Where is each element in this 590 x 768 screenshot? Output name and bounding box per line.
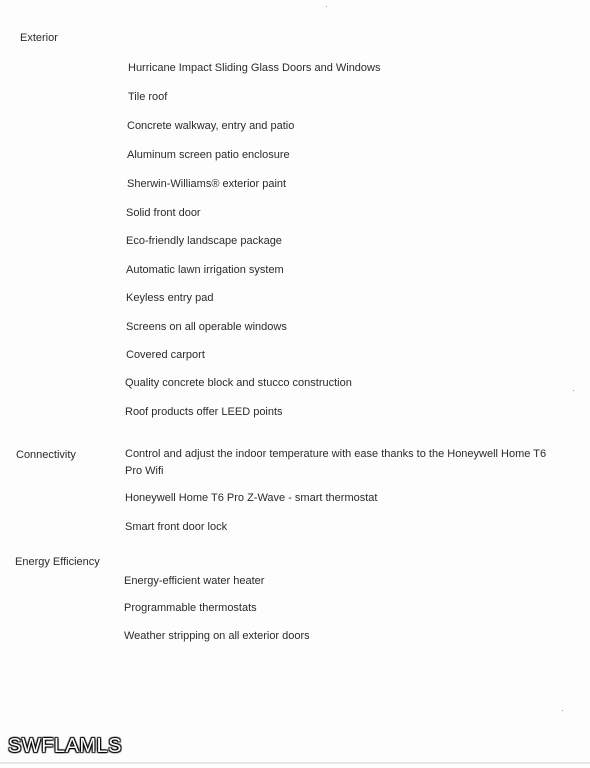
section-label-energy-efficiency: Energy Efficiency xyxy=(15,556,100,568)
scan-bottom-edge xyxy=(0,762,590,764)
exterior-item-5: Sherwin-Williams® exterior paint xyxy=(127,178,287,190)
exterior-item-2: Tile roof xyxy=(128,91,168,103)
exterior-item-8: Automatic lawn irrigation system xyxy=(126,264,284,276)
exterior-item-11: Covered carport xyxy=(126,349,205,361)
exterior-item-12: Quality concrete block and stucco construction xyxy=(125,377,352,389)
energy-item-1: Energy-efficient water heater xyxy=(124,575,265,587)
section-label-connectivity: Connectivity xyxy=(16,449,76,461)
exterior-item-7: Eco-friendly landscape package xyxy=(126,235,282,247)
scan-speck xyxy=(326,6,327,7)
connectivity-item-2: Honeywell Home T6 Pro Z-Wave - smart thermostat xyxy=(125,492,378,504)
exterior-item-6: Solid front door xyxy=(126,207,201,219)
exterior-item-1: Hurricane Impact Sliding Glass Doors and Windows xyxy=(128,62,381,74)
exterior-item-9: Keyless entry pad xyxy=(126,292,214,304)
scan-speck xyxy=(573,390,574,391)
exterior-item-3: Concrete walkway, entry and patio xyxy=(127,120,295,132)
exterior-item-10: Screens on all operable windows xyxy=(126,321,287,333)
exterior-item-4: Aluminum screen patio enclosure xyxy=(127,149,290,161)
section-label-exterior: Exterior xyxy=(20,32,58,44)
energy-item-2: Programmable thermostats xyxy=(124,602,257,614)
exterior-item-13: Roof products offer LEED points xyxy=(125,406,283,418)
swflamls-watermark: SWFLAMLS xyxy=(8,735,123,757)
connectivity-item-3: Smart front door lock xyxy=(125,521,228,533)
connectivity-item-1: Control and adjust the indoor temperature with ease thanks to the Honeywell Home T6 Pro Wifi xyxy=(125,448,547,477)
scan-speck xyxy=(562,710,563,711)
energy-item-3: Weather stripping on all exterior doors xyxy=(124,630,310,642)
